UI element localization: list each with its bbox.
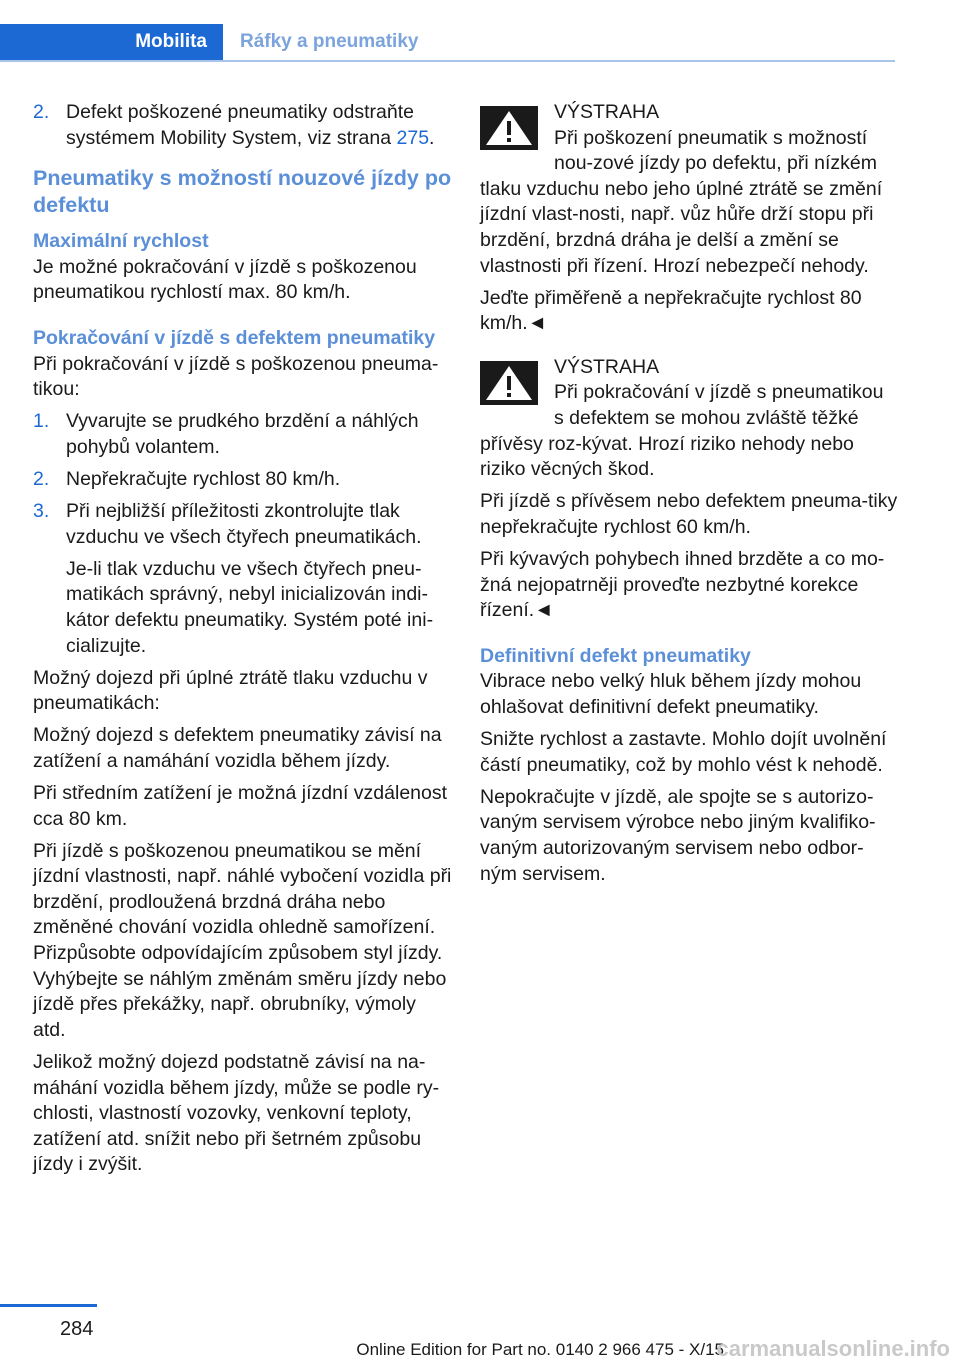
list-item — [33, 409, 453, 460]
warning-text: Při jízdě s přívěsem nebo defektem pneuma‐tiky nepřekračujte rychlost 60 km/h. — [480, 490, 898, 538]
subheading-speed: Maximální rychlost — [33, 230, 209, 253]
list-text-end: . — [429, 126, 435, 149]
list-number: 2. — [33, 467, 50, 490]
subheading-continue: Pokračování v jízdě s defektem pneumatiky — [33, 326, 436, 349]
warning-title: VÝSTRAHA — [554, 355, 660, 378]
warning-text: Při kývavých pohybech ihned brzděte a co mo‐žná nejopatrněji proveďte nezbytné korekce řízení.◄ — [480, 548, 885, 622]
list-item — [33, 499, 453, 550]
paragraph: Možný dojezd s defektem pneumatiky závisí na zatížení a namáhání vozidla během jízdy. — [33, 724, 442, 772]
paragraph: Jelikož možný dojezd podstatně závisí na na‐máhání vozidla během jízdy, může se podle ry‐chlosti, vlastností vozovky, venkovní teploty, zatížení atd. snížit nebo při šetrném způsobu jízdy i zvýšit. — [33, 1050, 440, 1176]
left-column — [33, 100, 453, 1184]
list-item — [33, 100, 453, 151]
list-item — [33, 467, 453, 493]
list-text: Při nejbližší příležitosti zkontrolujte tlak vzduchu ve všech čtyřech pneumatikách. — [66, 500, 422, 548]
list-text: Defekt poškozené pneumatiky odstraňte systémem Mobility System, viz strana — [66, 101, 414, 149]
paragraph: Nepokračujte v jízdě, ale spojte se s autorizo‐vaným servisem výrobce nebo jiným kvalifiko‐vaným autorizovaným servisem nebo odbor‐ným servisem. — [480, 785, 876, 885]
warning-icon — [480, 106, 538, 150]
warning-icon — [480, 361, 538, 405]
chapter-tab: Ráfky a pneumatiky — [240, 31, 419, 52]
footer-divider — [0, 1304, 97, 1307]
warning-text: Jeďte přiměřeně a nepřekračujte rychlost 80 km/h.◄ — [480, 286, 862, 335]
warning-block — [480, 100, 898, 337]
edition-text: Online Edition for Part no. 0140 2 966 475 - X/15 — [356, 1340, 724, 1359]
page-header — [0, 0, 960, 62]
list-text: Nepřekračujte rychlost 80 km/h. — [66, 467, 341, 490]
paragraph: Je možné pokračování v jízdě s poškozenou pneumatikou rychlostí max. 80 km/h. — [33, 255, 417, 304]
warning-text: Při pokračování v jízdě s pneumatikou s defektem se mohou zvláště těžké přívěsy roz‐kývat. Hrozí riziko nehody nebo riziko věcných škod. — [480, 381, 884, 481]
list-text: Vyvarujte se prudkého brzdění a náhlých pohybů volantem. — [66, 410, 419, 458]
paragraph: Při středním zatížení je možná jízdní vzdálenost cca 80 km. — [33, 781, 448, 830]
paragraph: Vibrace nebo velký hluk během jízdy mohou ohlašovat definitivní defekt pneumatiky. — [480, 670, 862, 718]
page-link[interactable]: 275 — [396, 126, 430, 149]
section-heading: Pneumatiky s možností nouzové jízdy po defektu — [33, 166, 452, 218]
paragraph: Při jízdě s poškozenou pneumatikou se mění jízdní vlastnosti, např. náhlé vybočení vozidla při brzdění, prodloužená brzdná dráha nebo změněné chování vozidla ohledně samořízení. Přizpůsobte odpovídajícím způsobem styl jízdy. Vyhýbejte se náhlým změnám směru jízdy nebo jízdě přes překážky, např. obrubníky, výmoly atd. — [33, 839, 452, 1041]
list-number: 3. — [33, 500, 50, 523]
warning-text: Při poškození pneumatik s možností nou‐zové jízdy po defektu, při nízkém tlaku vzduchu nebo jeho úplné ztrátě se změní jízdní vlast‐nosti, např. vůz hůře drží stopu při brzdění, brzdná dráha je delší a změní se vlastnosti při řízení. Hrozí nebezpečí nehody. — [480, 126, 883, 277]
warning-block — [480, 355, 898, 624]
watermark: carmanualsonline.info — [716, 1336, 950, 1361]
paragraph: Možný dojezd při úplné ztrátě tlaku vzduchu v pneumatikách: — [33, 666, 428, 715]
list-number: 2. — [33, 101, 50, 123]
section-tab: Mobilita — [0, 24, 223, 60]
paragraph: Snižte rychlost a zastavte. Mohlo dojít uvolnění částí pneumatiky, což by mohlo vést k nehodě. — [480, 728, 887, 776]
list-number: 1. — [33, 410, 50, 433]
paragraph: Při pokračování v jízdě s poškozenou pneuma‐tikou: — [33, 352, 439, 401]
list-note: Je-li tlak vzduchu ve všech čtyřech pneu‐matikách správný, nebyl inicializován indi‐kátor defektu pneumatiky. Systém poté ini‐cializujte. — [66, 557, 434, 657]
page-number: 284 — [60, 1318, 94, 1340]
warning-title: VÝSTRAHA — [554, 101, 660, 123]
subheading-defect: Definitivní defekt pneumatiky — [480, 644, 751, 667]
right-column — [480, 100, 898, 894]
header-divider — [0, 60, 895, 62]
